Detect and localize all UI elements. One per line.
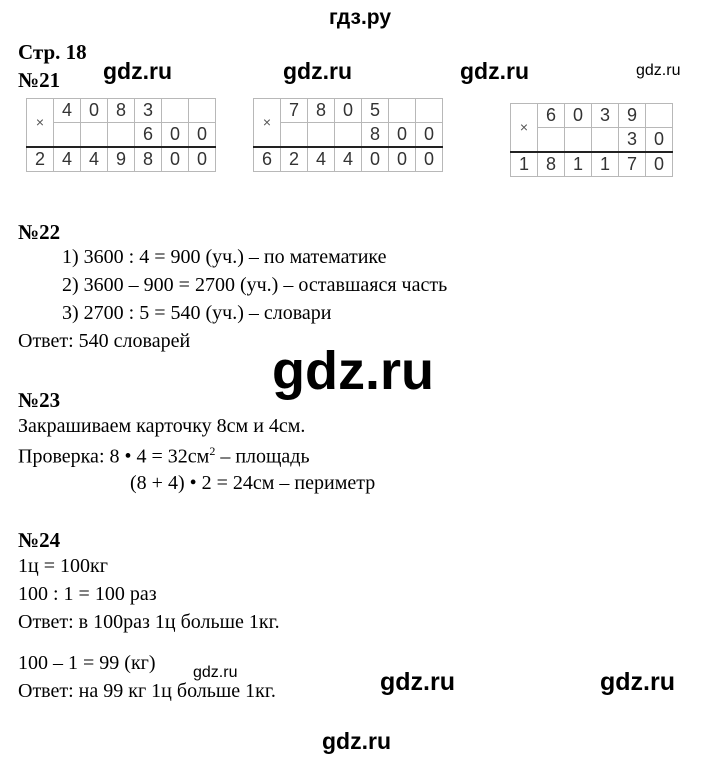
digit-cell: [538, 128, 565, 153]
watermark: gdz.ru: [322, 728, 391, 754]
digit-cell: 0: [389, 123, 416, 148]
task22-line-1: 1) 3600 : 4 = 900 (уч.) – по математике: [62, 246, 387, 268]
digit-cell: [565, 128, 592, 153]
task22-line-2: 2) 3600 – 900 = 2700 (уч.) – оставшаяся часть: [62, 274, 448, 296]
digit-cell: [81, 123, 108, 148]
watermark-large: gdz.ru: [272, 341, 434, 401]
digit-cell: 0: [389, 147, 416, 172]
digit-cell: 0: [81, 99, 108, 123]
task23-line-3: (8 + 4) • 2 = 24см – периметр: [130, 472, 376, 494]
digit-cell: [108, 123, 135, 148]
digit-cell: 0: [565, 104, 592, 128]
digit-cell: 8: [135, 147, 162, 172]
multiplication-table-2: [253, 98, 443, 172]
digit-cell: [592, 128, 619, 153]
watermark: gdz.ru: [600, 668, 675, 696]
task22-answer: Ответ: 540 словарей: [18, 330, 191, 352]
digit-cell: 0: [646, 128, 673, 153]
task21-title: №21: [18, 68, 61, 92]
digit-cell: 1: [511, 152, 538, 177]
digit-cell: 6: [254, 147, 281, 172]
digit-cell: 5: [362, 99, 389, 123]
multiplication-table-3: [510, 103, 673, 177]
digit-cell: 4: [54, 99, 81, 123]
digit-cell: 0: [162, 123, 189, 148]
table-row: [27, 123, 216, 148]
task24-line-1: 1ц = 100кг: [18, 555, 108, 577]
watermark: gdz.ru: [636, 62, 681, 79]
multiply-sign: ×: [254, 99, 281, 148]
task23-line-1: Закрашиваем карточку 8см и 4см.: [18, 415, 306, 437]
superscript: 2: [209, 444, 216, 458]
table-row: [254, 99, 443, 123]
digit-cell: 6: [135, 123, 162, 148]
digit-cell: 0: [189, 147, 216, 172]
check-formula: Проверка: 8 • 4 = 32см: [18, 445, 210, 468]
digit-cell: 3: [619, 128, 646, 153]
digit-cell: 4: [335, 147, 362, 172]
task24-line-4: 100 – 1 = 99 (кг): [18, 652, 156, 674]
digit-cell: 4: [54, 147, 81, 172]
digit-cell: 0: [189, 123, 216, 148]
check-suffix: – площадь: [215, 445, 310, 468]
digit-cell: [281, 123, 308, 148]
digit-cell: [308, 123, 335, 148]
digit-cell: [162, 99, 189, 123]
digit-cell: 4: [81, 147, 108, 172]
digit-cell: 0: [416, 147, 443, 172]
digit-cell: 2: [27, 147, 54, 172]
table-row: [27, 99, 216, 123]
result-row: [254, 147, 443, 172]
watermark: gdz.ru: [380, 668, 455, 696]
digit-cell: 8: [538, 152, 565, 177]
digit-cell: [189, 99, 216, 123]
digit-cell: 8: [108, 99, 135, 123]
digit-cell: 1: [565, 152, 592, 177]
task23-check: [18, 444, 310, 469]
digit-cell: [389, 99, 416, 123]
digit-cell: 0: [162, 147, 189, 172]
digit-cell: 0: [335, 99, 362, 123]
digit-cell: [335, 123, 362, 148]
watermark: gdz.ru: [460, 58, 529, 84]
task24-line-5: Ответ: на 99 кг 1ц больше 1кг.: [18, 680, 276, 702]
watermark-top: гдз.ру: [328, 6, 392, 29]
digit-cell: [646, 104, 673, 128]
digit-cell: 7: [281, 99, 308, 123]
digit-cell: 8: [362, 123, 389, 148]
digit-cell: 3: [135, 99, 162, 123]
task24-line-3: Ответ: в 100раз 1ц больше 1кг.: [18, 611, 280, 633]
task24-line-2: 100 : 1 = 100 раз: [18, 583, 157, 605]
result-row: [27, 147, 216, 172]
digit-cell: 8: [308, 99, 335, 123]
task24-title: №24: [18, 528, 61, 552]
digit-cell: 3: [592, 104, 619, 128]
digit-cell: 2: [281, 147, 308, 172]
digit-cell: 0: [362, 147, 389, 172]
digit-cell: 7: [619, 152, 646, 177]
page-header: Стр. 18: [18, 40, 87, 64]
result-row: [511, 152, 673, 177]
digit-cell: 0: [646, 152, 673, 177]
task22-line-3: 3) 2700 : 5 = 540 (уч.) – словари: [62, 302, 332, 324]
watermark: gdz.ru: [193, 664, 238, 681]
digit-cell: 9: [108, 147, 135, 172]
table-row: [254, 123, 443, 148]
watermark: gdz.ru: [283, 58, 352, 84]
multiply-sign: ×: [511, 104, 538, 153]
table-row: [511, 104, 673, 128]
digit-cell: 1: [592, 152, 619, 177]
digit-cell: [54, 123, 81, 148]
multiplication-table-1: [26, 98, 216, 172]
digit-cell: 9: [619, 104, 646, 128]
watermark: gdz.ru: [103, 58, 172, 84]
task23-title: №23: [18, 388, 61, 412]
task22-title: №22: [18, 220, 61, 244]
digit-cell: 0: [416, 123, 443, 148]
digit-cell: 6: [538, 104, 565, 128]
digit-cell: 4: [308, 147, 335, 172]
multiply-sign: ×: [27, 99, 54, 148]
digit-cell: [416, 99, 443, 123]
